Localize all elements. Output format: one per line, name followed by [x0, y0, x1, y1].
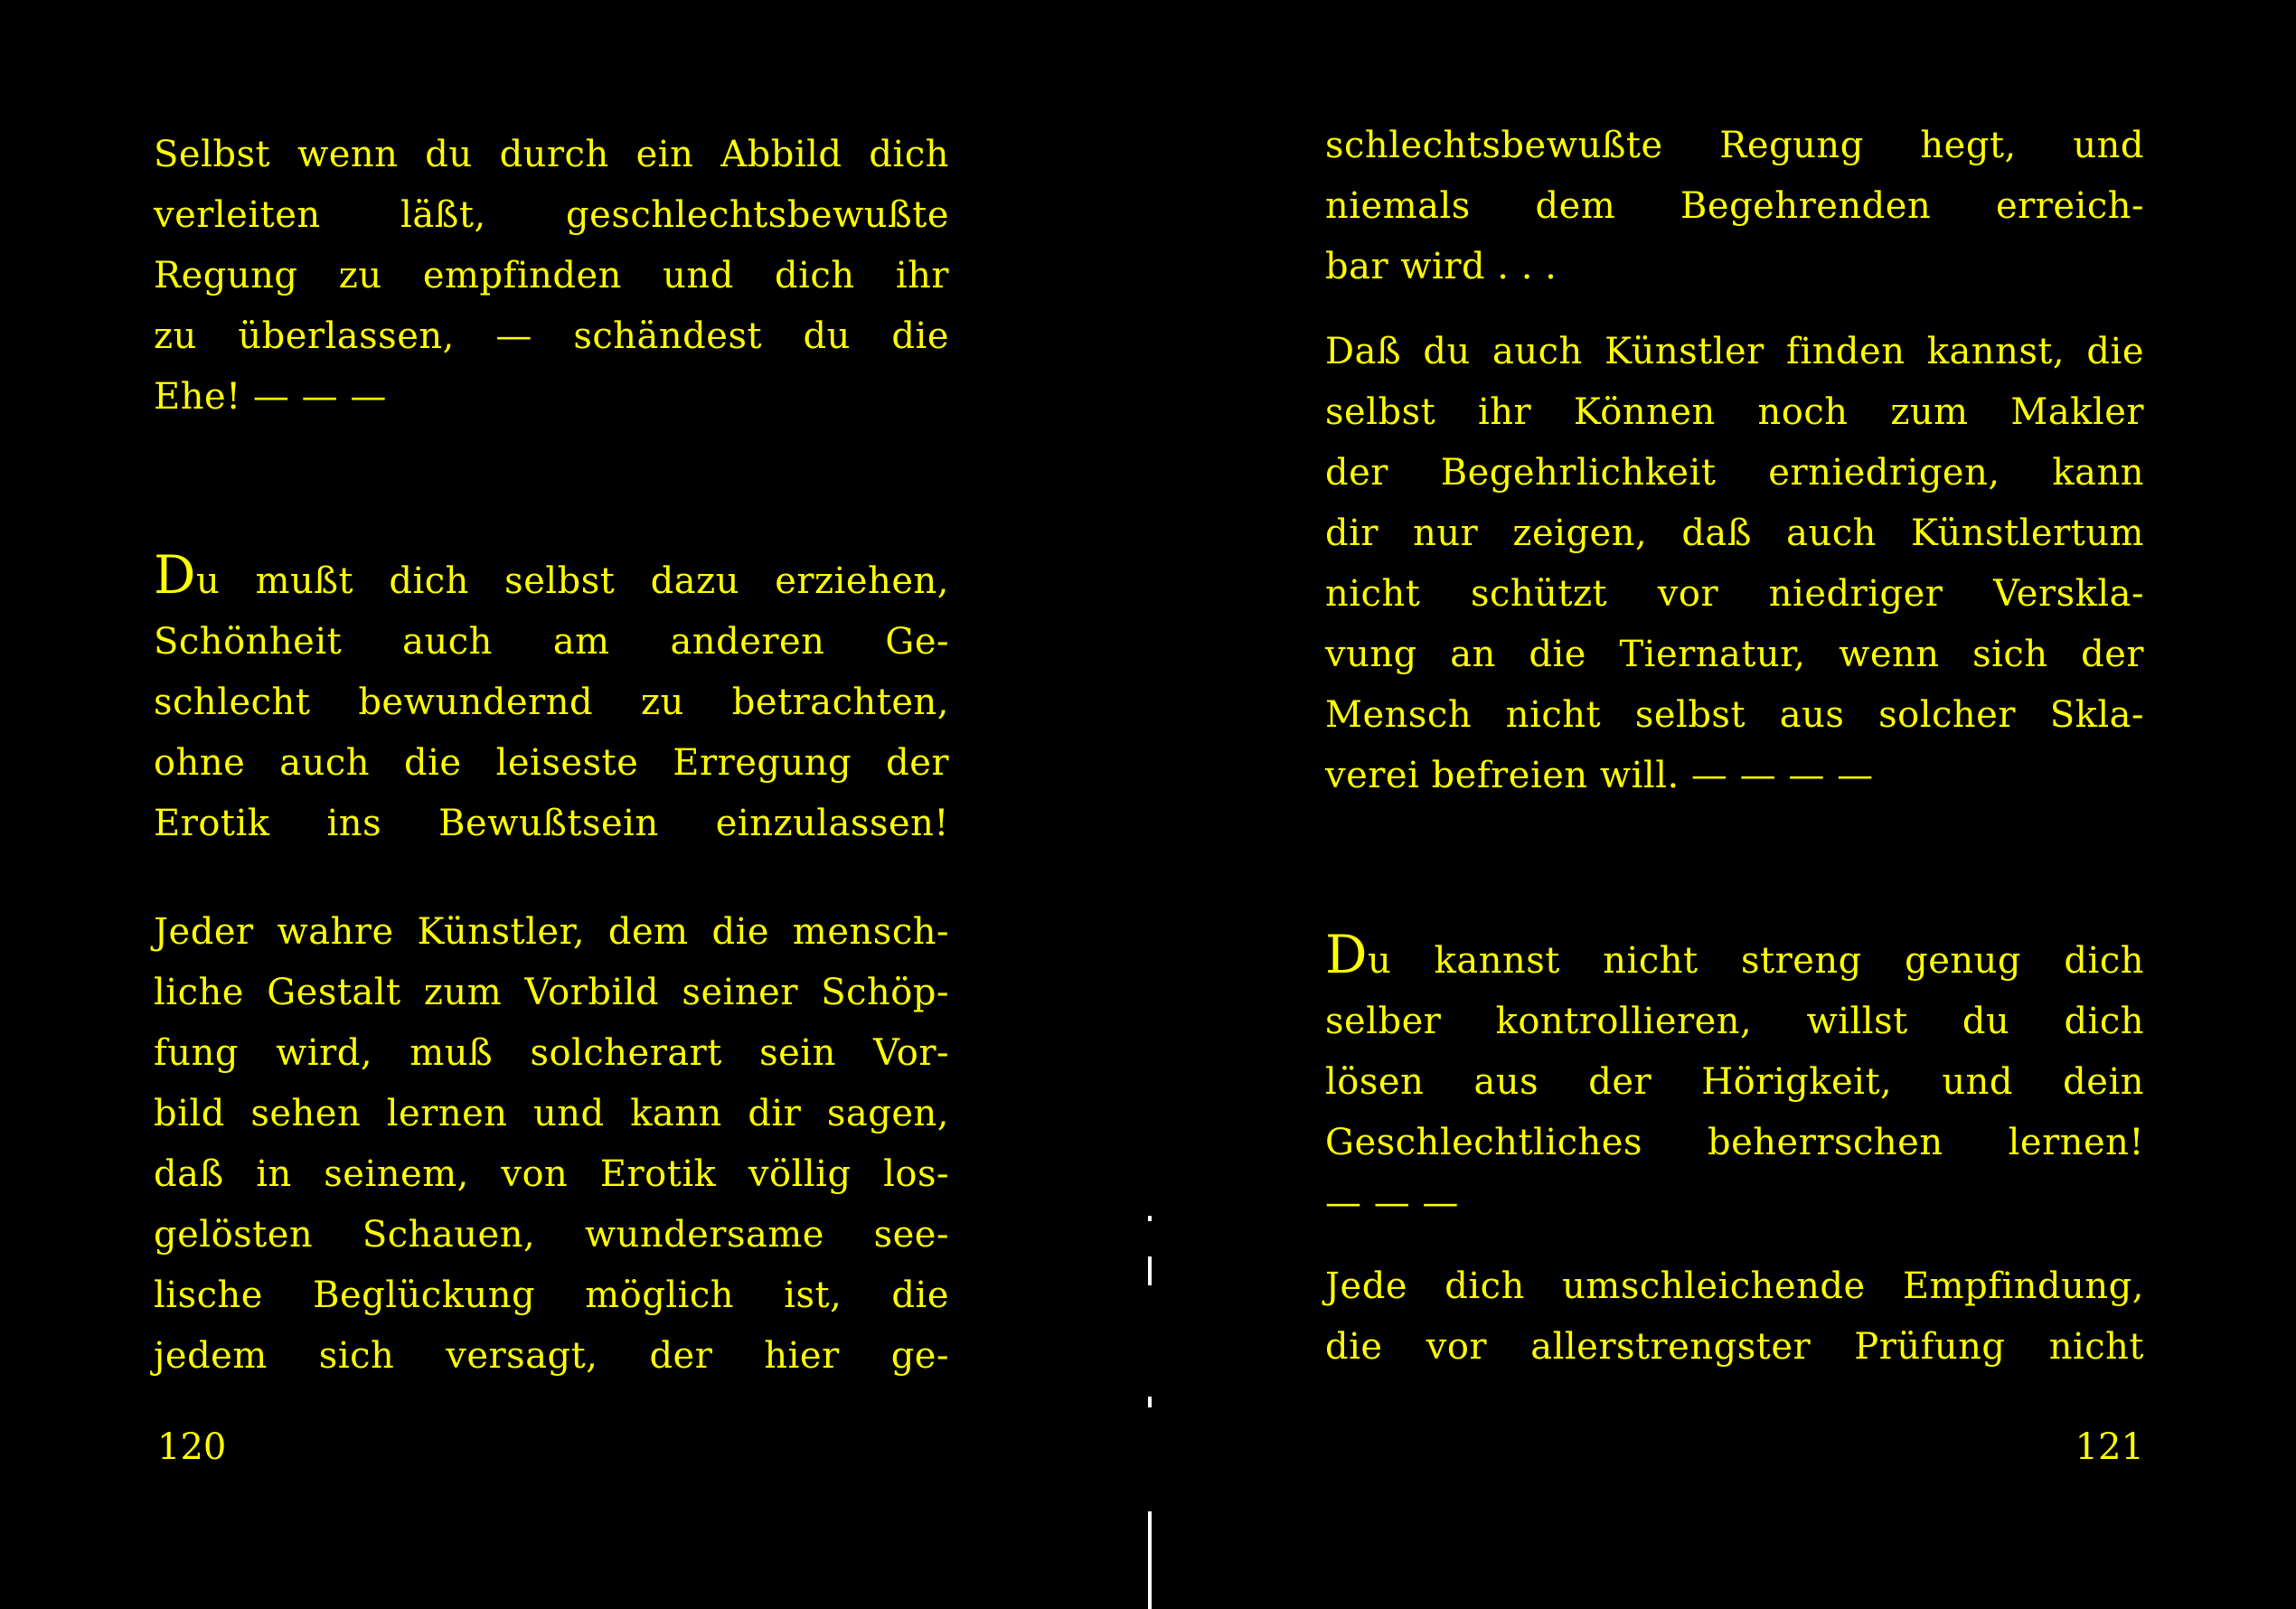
text-line: jedem sich versagt, der hier ge- [154, 1335, 949, 1377]
text-line: die vor allerstrengster Prüfung nicht [1325, 1326, 2144, 1368]
text-line: lösen aus der Hörigkeit, und dein [1325, 1061, 2144, 1103]
text-line: verei befreien will. — — — — [1325, 755, 1874, 796]
text-line: ohne auch die leiseste Erregung der [154, 742, 949, 784]
text-line: fung wird, muß solcherart sein Vor- [154, 1032, 949, 1074]
right-page [1325, 0, 2144, 1609]
text-line: Jede dich umschleichende Empfindung, [1325, 1266, 2144, 1307]
text-line: schlechtsbewußte Regung hegt, und [1325, 125, 2144, 166]
drop-cap: D [1325, 924, 1369, 985]
text-line: Jeder wahre Künstler, dem die mensch- [154, 911, 949, 953]
right-paragraph-2 [1325, 322, 2144, 806]
gutter-mark [1148, 1216, 1152, 1221]
text-line: daß in seinem, von Erotik völlig los- [154, 1153, 949, 1195]
left-paragraph-1 [154, 125, 949, 428]
gutter-line [1148, 1511, 1152, 1609]
page-number: 121 [2075, 1426, 2144, 1468]
text-line: lische Beglückung möglich ist, die [154, 1275, 949, 1316]
text-line: verleiten läßt, geschlechtsbewußte [154, 194, 949, 236]
left-page [154, 0, 949, 1609]
text-line: der Begehrlichkeit erniedrigen, kann [1325, 452, 2144, 494]
right-paragraph-1 [1325, 116, 2144, 297]
text-line: bar wird . . . [1325, 246, 1557, 287]
text-line: Ehe! — — — [154, 376, 387, 418]
text-line: liche Gestalt zum Vorbild seiner Schöp- [154, 972, 949, 1013]
page-number: 120 [157, 1426, 227, 1468]
left-paragraph-3 [154, 902, 949, 1387]
text-line: niemals dem Begehrenden erreich- [1325, 185, 2144, 227]
gutter-mark [1148, 1397, 1152, 1407]
text-line: dir nur zeigen, daß auch Künstlertum [1325, 513, 2144, 554]
text-line: bild sehen lernen und kann dir sagen, [154, 1093, 949, 1134]
text-line: selbst ihr Können noch zum Makler [1325, 391, 2144, 433]
text-line: Daß du auch Künstler finden kannst, die [1325, 331, 2144, 372]
text-line: gelösten Schauen, wundersame see- [154, 1214, 949, 1256]
text-line-rest: u kannst nicht streng genug dich [1368, 940, 2144, 982]
text-line: Mensch nicht selbst aus solcher Skla- [1325, 694, 2144, 736]
right-paragraph-4 [1325, 1256, 2144, 1378]
text-line: Geschlechtliches beherrschen lernen! [1325, 1122, 2144, 1163]
gutter-mark [1148, 1256, 1152, 1285]
text-line: Regung zu empfinden und dich ihr [154, 255, 949, 296]
text-line [1325, 924, 2144, 992]
text-line: Erotik ins Bewußtsein einzulassen! [154, 803, 949, 844]
text-line: schlecht bewundernd zu betrachten, [154, 682, 949, 723]
text-line: Schönheit auch am anderen Ge- [154, 621, 949, 663]
text-line: Selbst wenn du durch ein Abbild dich [154, 134, 949, 175]
text-line-rest: u mußt dich selbst dazu erziehen, [196, 560, 949, 602]
left-paragraph-2 [154, 544, 949, 854]
text-line: nicht schützt vor niedriger Verskla- [1325, 573, 2144, 615]
drop-cap: D [154, 544, 197, 606]
text-line: vung an die Tiernatur, wenn sich der [1325, 634, 2144, 675]
text-line: zu überlassen, — schändest du die [154, 315, 949, 357]
right-paragraph-3 [1325, 924, 2144, 1234]
text-line: — — — [1325, 1182, 1459, 1224]
text-line: selber kontrollieren, willst du dich [1325, 1001, 2144, 1042]
text-line [154, 544, 949, 612]
